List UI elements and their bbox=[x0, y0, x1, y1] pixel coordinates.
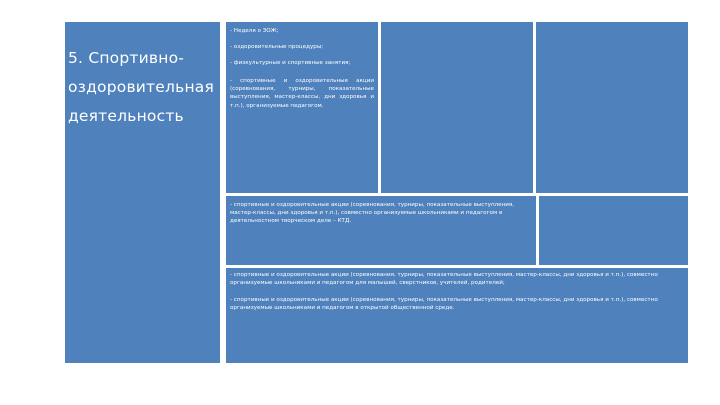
column-item: - физкультурные и спортивные занятия; bbox=[230, 60, 351, 66]
column-item: - Неделя о ЗОЖ; bbox=[230, 28, 279, 34]
column-cell-3 bbox=[536, 22, 688, 193]
row2-cell bbox=[226, 196, 536, 265]
row3-cell bbox=[226, 268, 688, 363]
column-item: - оздоровительные процедуры; bbox=[230, 44, 324, 50]
column-cell-2 bbox=[381, 22, 533, 193]
row2-empty-cell bbox=[539, 196, 688, 265]
row3-item: - спортивные и оздоровительные акции (соревнования, турниры, показательные выступления, мастер-классы, дни здоровья и т.п.), совместно организуемые школьниками и педагогом в открытой общественной среде. bbox=[230, 297, 658, 312]
row2-text: - спортивные и оздоровительные акции (соревнования, турниры, показательные выступления, мастер-классы, дни здоровья и т.п.), совместно организуемые школьниками и педагогом в деятельностном творческом деле – КТД. bbox=[230, 202, 515, 225]
title-cell bbox=[65, 22, 220, 363]
column-item: - спортивные и оздоровительные акции (соревнования, турниры, показательные выступления, мастер-классы, дни здоровья и т.п.), организуемые педагогом. bbox=[230, 78, 374, 109]
column-cell-1 bbox=[226, 22, 378, 193]
row3-item: - спортивные и оздоровительные акции (соревнования, турниры, показательные выступления, мастер-классы, дни здоровья и т.п.), совместно организуемые школьниками и педагогом для малышей, сверстников, учителей, родителей; bbox=[230, 272, 658, 287]
section-title: 5. Спортивно-оздоровительная деятельность bbox=[68, 49, 215, 125]
